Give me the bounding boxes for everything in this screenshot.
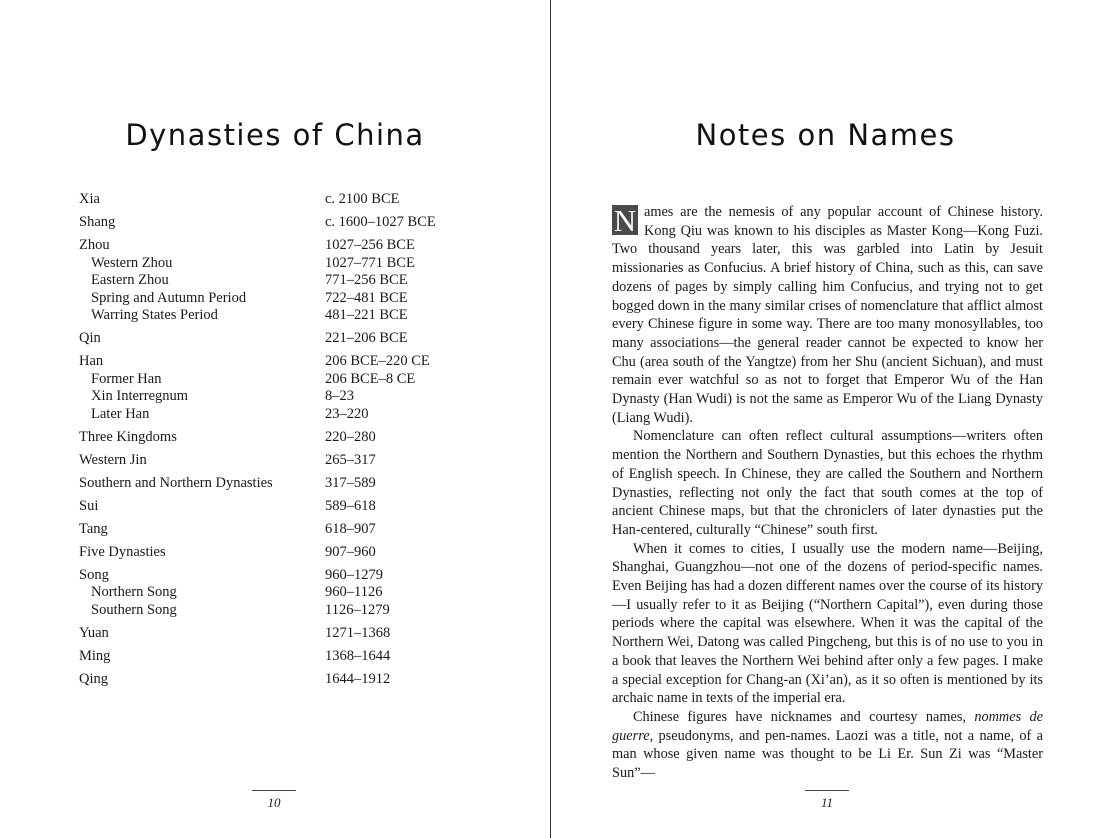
dynasty-name: Zhou bbox=[79, 237, 110, 253]
dynasty-name: Han bbox=[79, 353, 104, 369]
folio-rule bbox=[805, 790, 849, 791]
dynasty-dates: 265–317 bbox=[325, 451, 376, 468]
dynasty-table bbox=[79, 191, 499, 694]
dynasty-name: Former Han bbox=[91, 370, 162, 387]
dynasty-dates: 23–220 bbox=[325, 405, 369, 422]
dynasty-dates: 1027–256 BCE bbox=[325, 237, 415, 253]
dynasty-dates: 317–589 bbox=[325, 474, 376, 491]
dynasty-dates: 1126–1279 bbox=[325, 601, 390, 618]
dynasty-row bbox=[79, 237, 499, 255]
sub-period-row bbox=[79, 255, 499, 273]
paragraph-text: , pseudonyms, and pen-names. Laozi was a title, not a name, of a man whose given name was thought to be Li Er. Sun Zi was “Master Sun”— bbox=[612, 727, 1043, 782]
dynasty-dates: c. 1600–1027 BCE bbox=[325, 214, 436, 230]
dynasty-name: Xin Interregnum bbox=[91, 388, 189, 404]
dynasty-row bbox=[79, 625, 499, 643]
sub-period-row bbox=[79, 290, 499, 308]
dynasty-row bbox=[79, 191, 499, 209]
sub-period-row bbox=[79, 602, 499, 620]
dynasty-group bbox=[79, 498, 499, 516]
dynasty-group bbox=[79, 429, 499, 447]
dynasty-dates: 481–221 BCE bbox=[325, 307, 408, 323]
dynasty-name: Later Han bbox=[91, 405, 150, 422]
dynasty-row bbox=[79, 429, 499, 447]
dynasty-dates: 1271–1368 bbox=[325, 624, 391, 641]
drop-cap: N bbox=[613, 203, 637, 238]
sub-period-row bbox=[79, 307, 499, 325]
dynasty-dates: 206 BCE–220 CE bbox=[325, 353, 430, 369]
dynasty-dates: 221–206 BCE bbox=[325, 330, 408, 346]
paragraph bbox=[612, 708, 1043, 783]
dynasty-group bbox=[79, 567, 499, 620]
dynasty-name: Yuan bbox=[79, 624, 109, 641]
dynasty-dates: 1027–771 BCE bbox=[325, 254, 415, 271]
dynasty-dates: 771–256 BCE bbox=[325, 272, 408, 288]
sub-period-row bbox=[79, 584, 499, 602]
dynasty-dates: 960–1126 bbox=[325, 584, 383, 600]
dynasty-name: Sui bbox=[79, 497, 99, 514]
dynasty-row bbox=[79, 452, 499, 470]
dynasty-row bbox=[79, 671, 499, 689]
dynasty-name: Qin bbox=[79, 330, 101, 346]
dynasty-dates: 8–23 bbox=[325, 388, 354, 404]
dynasty-dates: 960–1279 bbox=[325, 566, 383, 583]
dynasty-dates: 206 BCE–8 CE bbox=[325, 370, 416, 387]
dynasty-dates: c. 2100 BCE bbox=[325, 191, 400, 207]
paragraph bbox=[612, 203, 1043, 427]
notes-body bbox=[612, 203, 1043, 783]
paragraph: When it comes to cities, I usually use the modern name—Beijing, Shanghai, Guangzhou—not one of the dozens of period-specific names. Even Beijing has had a dozen different names over the course of its history—I usually refer to it as Beijing (“Northern Capital”), even during those periods where the capital was elsewhere. When it was the capital of the Northern Wei, Datong was called Pingcheng, but this is of no use to you in a book that leaves the Northern Wei behind after only a few pages. I make a special exception for Chang-an (Xi’an), as it so often is mentioned by its archaic name in texts of the imperial era. bbox=[612, 540, 1043, 707]
dynasty-name: Tang bbox=[79, 520, 108, 537]
dynasty-name: Five Dynasties bbox=[79, 543, 166, 560]
dynasty-group bbox=[79, 330, 499, 348]
sub-period-row bbox=[79, 388, 499, 406]
dynasty-group bbox=[79, 544, 499, 562]
dynasty-row bbox=[79, 214, 499, 232]
dynasty-dates: 1644–1912 bbox=[325, 670, 391, 687]
page-title: Notes on Names bbox=[695, 118, 956, 152]
dynasty-name: Song bbox=[79, 566, 109, 583]
page-number bbox=[244, 790, 304, 811]
dynasty-row bbox=[79, 475, 499, 493]
dynasty-row bbox=[79, 330, 499, 348]
page-number-text: 10 bbox=[267, 795, 281, 810]
dynasty-dates: 1368–1644 bbox=[325, 647, 391, 664]
paragraph-text: Chinese figures have nicknames and courtesy names, bbox=[633, 708, 975, 725]
dynasty-name: Ming bbox=[79, 647, 111, 664]
dynasty-name: Eastern Zhou bbox=[91, 272, 169, 288]
dynasty-row bbox=[79, 498, 499, 516]
page-number-text: 11 bbox=[820, 795, 834, 810]
italic-phrase: nommes de guerre bbox=[612, 708, 1043, 744]
dynasty-name: Southern and Northern Dynasties bbox=[79, 474, 273, 491]
dynasty-row bbox=[79, 353, 499, 371]
dynasty-row bbox=[79, 648, 499, 666]
dynasty-group bbox=[79, 521, 499, 539]
dynasty-row bbox=[79, 521, 499, 539]
dynasty-dates: 220–280 bbox=[325, 428, 376, 445]
dynasty-name: Xia bbox=[79, 191, 100, 207]
dynasty-row bbox=[79, 567, 499, 585]
dynasty-group bbox=[79, 648, 499, 666]
dynasty-group bbox=[79, 353, 499, 423]
dynasty-group bbox=[79, 671, 499, 689]
sub-period-row bbox=[79, 272, 499, 290]
folio-rule bbox=[252, 790, 296, 791]
paragraph: Nomenclature can often reflect cultural assumptions—writers often mention the Northern and Southern Dynasties, but this echoes the rhythm of English speech. In Chinese, they are called the Southern and Northern Dynasties, reflecting not only the fact that south comes at the top of ancient Chinese maps, but that the chroniclers of later dynasties put the Han-centered, culturally “Chinese” south first. bbox=[612, 428, 1043, 538]
dynasty-name: Northern Song bbox=[91, 584, 177, 600]
page-title: Dynasties of China bbox=[125, 118, 425, 152]
dynasty-name: Western Jin bbox=[79, 451, 147, 468]
dynasty-name: Three Kingdoms bbox=[79, 428, 177, 445]
dynasty-dates: 618–907 bbox=[325, 520, 376, 537]
dynasty-group bbox=[79, 214, 499, 232]
dynasty-group bbox=[79, 625, 499, 643]
dynasty-dates: 722–481 BCE bbox=[325, 289, 408, 306]
dynasty-name: Warring States Period bbox=[91, 307, 218, 323]
dynasty-group bbox=[79, 191, 499, 209]
dynasty-group bbox=[79, 452, 499, 470]
dynasty-name: Western Zhou bbox=[91, 254, 173, 271]
paragraph-text: ames are the nemesis of any popular account of Chinese history. Kong Qiu was known to his disciples as Master Kong—Kong Fuzi. Two thousand years later, this was garbled into Latin by Jesuit missionaries as Confucius. A brief history of China, such as this, can save dozens of pages by simply calling him Confucius, and trying not to get bogged down in the many similar crises of nomenclature that afflict almost every Chinese figure in some way. There are too many monosyllables, too many associations—the general reader cannot be expected to know her Chu (area south of the Yangtze) from her Shu (ancient Sichuan), and must remain ever watchful so as not to forget that Emperor Wu of the Han Dynasty (Han Wudi) is not the same as Emperor Wu of the Liang Dynasty (Liang Wudi). bbox=[612, 204, 1043, 426]
dynasty-group bbox=[79, 237, 499, 325]
dynasty-dates: 589–618 bbox=[325, 497, 376, 514]
dynasty-row bbox=[79, 544, 499, 562]
sub-period-row bbox=[79, 371, 499, 389]
dynasty-group bbox=[79, 475, 499, 493]
dynasty-name: Qing bbox=[79, 670, 108, 687]
dynasty-dates: 907–960 bbox=[325, 543, 376, 560]
dynasty-name: Shang bbox=[79, 214, 116, 230]
page-number bbox=[797, 790, 857, 811]
dynasty-name: Southern Song bbox=[91, 601, 177, 618]
dynasty-name: Spring and Autumn Period bbox=[91, 289, 247, 306]
sub-period-row bbox=[79, 406, 499, 424]
